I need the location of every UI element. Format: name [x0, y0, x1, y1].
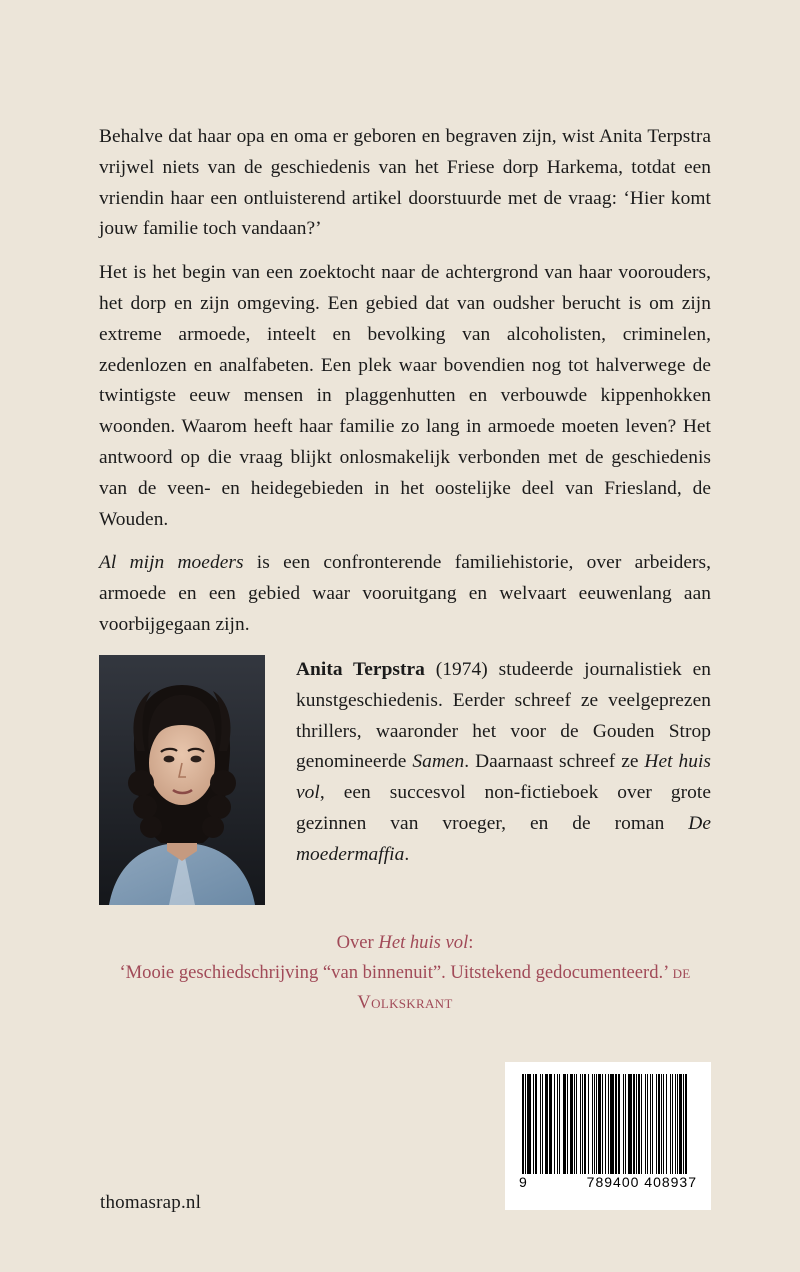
barcode-digit-main: 789400 408937	[586, 1174, 697, 1190]
blurb-paragraph-1: Behalve dat haar opa en oma er geboren en begraven zijn, wist Anita Terpstra vrijwel niets van de geschiedenis van het Friese dorp Harkema, totdat een vriendin haar een ontluisterend artikel doorstuurde met de vraag: ‘Hier komt jouw familie toch vandaan?’	[99, 126, 711, 240]
barcode-bars	[522, 1074, 694, 1174]
author-portrait-photo	[99, 655, 265, 905]
quote-intro-prefix: Over	[336, 932, 379, 953]
review-quote-section	[99, 928, 711, 1018]
barcode	[505, 1062, 711, 1210]
blurb-section	[99, 122, 711, 641]
publisher-url[interactable]: thomasrap.nl	[100, 1192, 202, 1213]
barcode-digits	[519, 1174, 697, 1190]
author-book-3: De moedermaffia	[296, 812, 711, 865]
author-bio-part-3: , een succesvol non-fictieboek over grote gezinnen van vroeger, en de roman	[296, 782, 711, 834]
barcode-bar	[685, 1074, 687, 1174]
author-bio-part-1: studeerde journalistiek en kunstgeschiedenis. Eerder schreef ze veelgeprezen thrillers, waaronder het voor de Gouden Strop genomineerde	[296, 659, 711, 773]
author-section	[99, 655, 711, 905]
author-book-1: Samen	[412, 751, 465, 773]
author-name: Anita Terpstra	[296, 659, 425, 680]
author-bio	[296, 655, 711, 871]
quote-intro	[99, 928, 711, 958]
author-book-2: Het huis vol	[296, 751, 711, 804]
blurb-paragraph-2: Het is het begin van een zoektocht naar de achtergrond van haar voorouders, het dorp en zijn omgeving. Een gebied dat van oudsher berucht is om zijn extreme armoede, inteelt en bevolking van alcoholisten, criminelen, zedenlozen en analfabeten. Een plek waar bovendien nog tot halverwege de twintigste eeuw mensen in plaggenhutten en verbouwde kippenhokken woonden. Waarom heeft haar familie zo lang in armoede moeten leven? Het antwoord op die vraag blijkt onlosmakelijk verbonden met de geschiedenis van de veen- en heidegebieden in het oostelijke deel van Friesland, de Wouden.	[99, 262, 711, 530]
blurb-closing-text: is een confronterende familiehistorie, over arbeiders, armoede en een gebied waar vooruitgang en welvaart eeuwenlang aan voorbijgegaan zijn.	[99, 552, 711, 635]
quote-text-line	[99, 958, 711, 1018]
barcode-digit-prefix: 9	[519, 1174, 528, 1190]
book-title-inline: Al mijn moeders	[99, 552, 244, 574]
quote-intro-suffix: :	[468, 932, 474, 953]
quote-text: ‘Mooie geschiedschrijving “van binnenuit”. Uitstekend gedocumenteerd.’	[119, 962, 673, 983]
blurb-paragraph-3	[99, 548, 711, 640]
portrait-illustration	[99, 655, 265, 905]
author-bio-part-2: . Daarnaast schreef ze	[464, 751, 645, 773]
quote-intro-title: Het huis vol	[378, 932, 469, 953]
quote-source: de Volkskrant	[357, 962, 691, 1013]
author-bio-part-4: .	[404, 843, 410, 865]
author-year: (1974)	[424, 659, 499, 680]
